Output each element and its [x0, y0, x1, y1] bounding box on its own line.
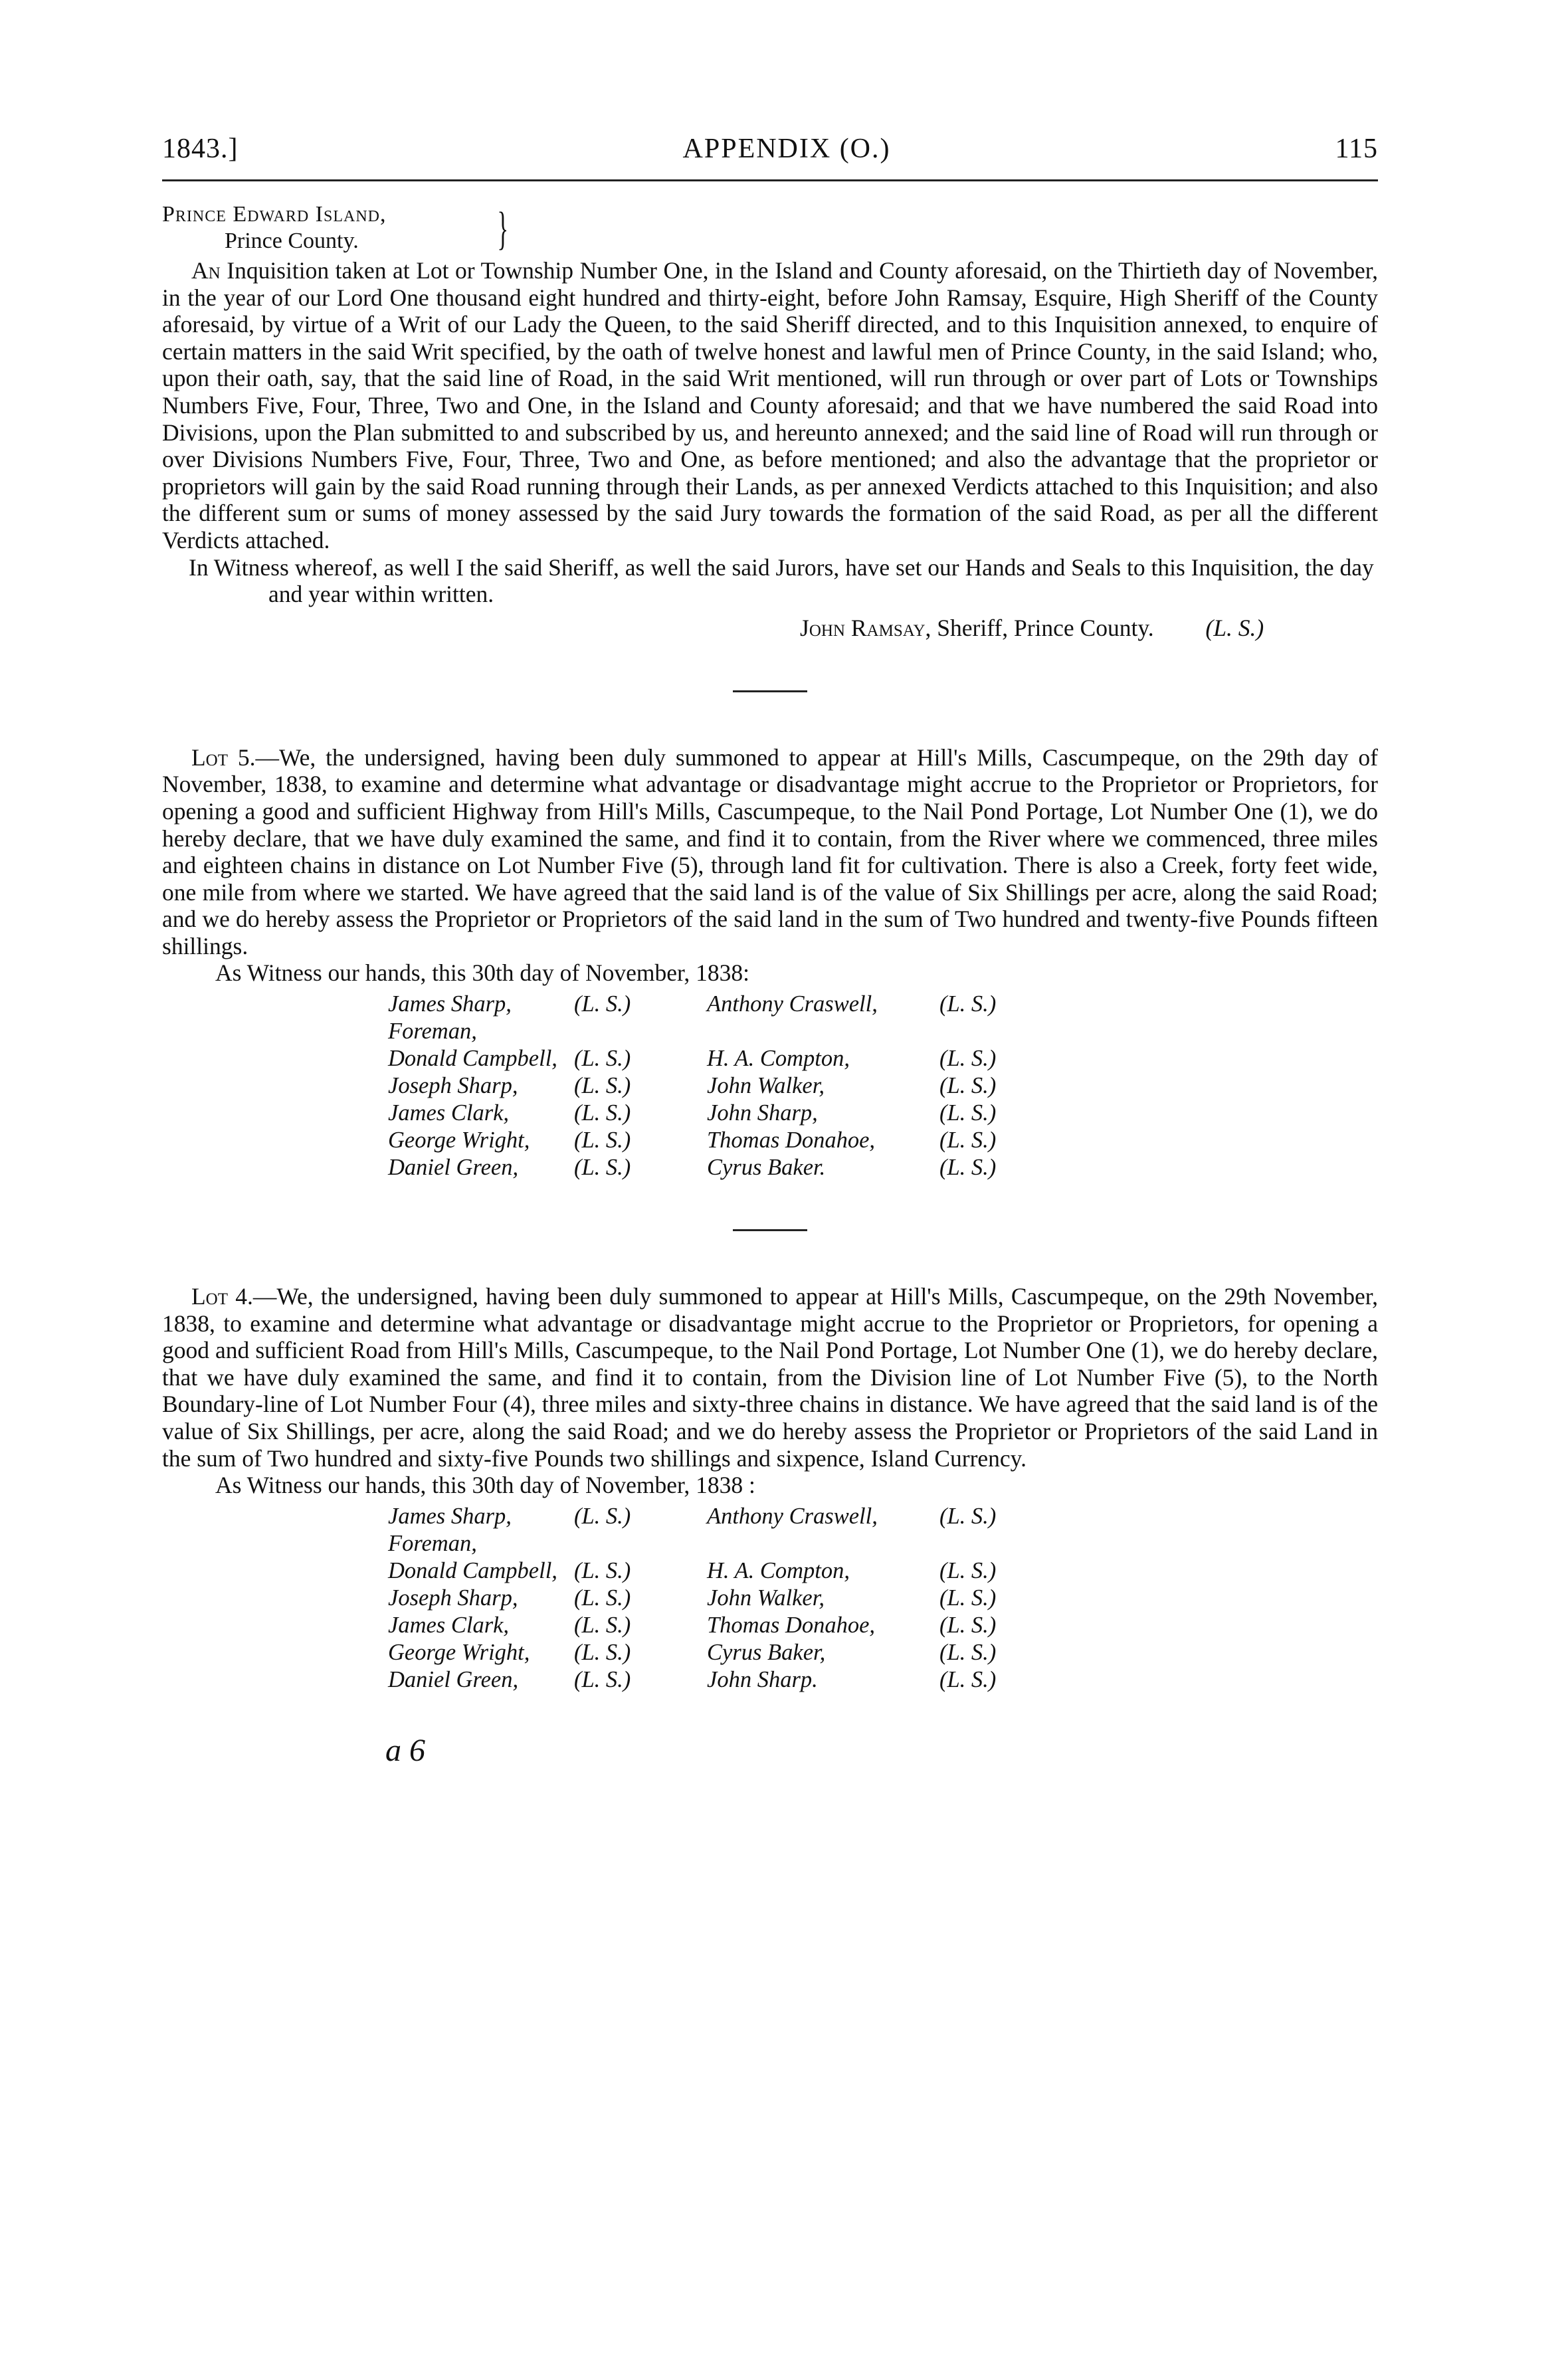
sheriff-name: John Ramsay	[800, 614, 926, 641]
brace-icon: }	[497, 203, 509, 254]
juror-seal: (L. S.)	[939, 1557, 997, 1583]
juror-seal: (L. S.)	[574, 1128, 631, 1153]
lot5-jurors	[388, 991, 1378, 1181]
juror-name: Anthony Craswell,	[707, 991, 878, 1017]
header-title: APPENDIX (O.)	[682, 134, 891, 164]
inquisition-text: Inquisition taken at Lot or Township Number One, in the Island and County aforesaid, on the Thirtieth day of November, in the year of our Lord One thousand eight hundred and thirty-eight, before John Ramsay, Esquire, High Sheriff of the County aforesaid, by virtue of a Writ of our Lady the Queen, to the said Sheriff directed, and to this Inquisition annexed, to enquire of certain matters in the said Writ specified, by the oath of twelve honest and lawful men of Prince County, in the said Island; who, upon their oath, say, that the said line of Road, in the said Writ mentioned, will run through or over part of Lots or Townships Numbers Five, Four, Three, Two and One, in the Island and County aforesaid; and that we have numbered the said Road into Divisions, upon the Plan submitted to and subscribed by us, and hereunto annexed; and the said line of Road will run through or over Divisions Numbers Five, Four, Three, Two and One, as before mentioned; and also the advantage that the proprietor or proprietors will gain by the said Road running through their Lands, as per annexed Verdicts attached to this Inquisition; and also the different sum or sums of money assessed by the said Jury towards the formation of the said Road, as per all the different Verdicts attached.	[162, 257, 1379, 553]
juror-seal: (L. S.)	[574, 1666, 631, 1692]
juror-name: James Sharp, Foreman,	[388, 991, 512, 1044]
juror-seal: (L. S.)	[939, 1100, 997, 1126]
document-page	[162, 133, 1378, 1769]
juror-seal: (L. S.)	[574, 1046, 631, 1072]
venue-caption	[162, 201, 1378, 257]
lot4-witness: As Witness our hands, this 30th day of November, 1838 :	[215, 1472, 755, 1499]
juror-seal: (L. S.)	[939, 1128, 997, 1153]
section-divider	[733, 1229, 807, 1231]
juror-name: H. A. Compton,	[707, 1046, 850, 1072]
juror-seal: (L. S.)	[939, 1639, 997, 1665]
juror-seal: (L. S.)	[939, 1155, 997, 1181]
juror-seal: (L. S.)	[574, 1100, 631, 1126]
juror-name: James Sharp, Foreman,	[388, 1503, 512, 1556]
lot5-paragraph	[162, 744, 1378, 960]
juror-name: Daniel Green,	[388, 1666, 519, 1692]
header-page-number: 115	[1335, 134, 1378, 164]
juror-name: George Wright,	[388, 1128, 530, 1153]
venue-line-2: Prince County.	[225, 229, 359, 253]
juror-name: Joseph Sharp,	[388, 1585, 518, 1611]
inquisition-lead: An	[191, 257, 221, 284]
running-head	[162, 133, 1378, 181]
juror-name: Thomas Donahoe,	[707, 1612, 876, 1638]
juror-seal: (L. S.)	[574, 1639, 631, 1665]
lot5-text: —We, the undersigned, having been duly summoned to appear at Hill's Mills, Cascumpeque, on the 29th day of November, 1838, to examine and determine what advantage or disadvantage might accrue to the Proprietor or Proprietors, for opening a good and sufficient Highway from Hill's Mills, Cascumpeque, to the Nail Pond Portage, Lot Number One (1), we do hereby declare, that we have duly examined the same, and find it to contain, from the River where we commenced, three miles and eighteen chains in distance on Lot Number Five (5), through land fit for cultivation. There is also a Creek, forty feet wide, one mile from where we started. We have agreed that the said land is of the value of Six Shillings per acre, along the said Road; and we do hereby assess the Proprietor or Proprietors of the said land in the sum of Two hundred and twenty-five Pounds fifteen shillings.	[162, 743, 1378, 959]
juror-name: Thomas Donahoe,	[707, 1128, 876, 1153]
inquisition-paragraph	[162, 257, 1378, 554]
lot4-lead: Lot 4.	[191, 1283, 253, 1310]
juror-seal: (L. S.)	[574, 1503, 631, 1529]
juror-name: Cyrus Baker.	[707, 1155, 826, 1181]
juror-name: Anthony Craswell,	[707, 1503, 878, 1529]
juror-seal: (L. S.)	[574, 1557, 631, 1583]
juror-name: John Sharp,	[707, 1100, 818, 1126]
juror-name: James Clark,	[388, 1612, 510, 1638]
juror-seal: (L. S.)	[939, 1666, 997, 1692]
lot4-text: —We, the undersigned, having been duly summoned to appear at Hill's Mills, Cascumpeque, on the 29th November, 1838, to examine and determine what advantage or disadvantage might accrue to the Proprietor or Proprietors, for opening a good and sufficient Road from Hill's Mills, Cascumpeque, to the Nail Pond Portage, Lot Number One (1), we do hereby declare, that we have duly examined the same, and find it to contain, from the Division line of Lot Number Five (5), to the North Boundary-line of Lot Number Four (4), three miles and sixty-three chains in distance. We have agreed that the said land is of the value of Six Shillings, per acre, along the said Road; and we do hereby assess the Proprietor or Proprietors of the said Land in the sum of Two hundred and sixty-five Pounds two shillings and sixpence, Island Currency.	[162, 1283, 1379, 1472]
juror-seal: (L. S.)	[939, 1073, 997, 1099]
lot5-witness: As Witness our hands, this 30th day of November, 1838:	[215, 959, 750, 987]
juror-name: John Walker,	[707, 1585, 825, 1611]
header-year: 1843.]	[162, 134, 239, 164]
sheriff-seal: (L. S.)	[1205, 614, 1264, 641]
juror-seal: (L. S.)	[939, 1046, 997, 1072]
sheriff-signature	[162, 613, 1378, 642]
section-divider	[733, 690, 807, 692]
juror-name: H. A. Compton,	[707, 1557, 850, 1583]
juror-seal: (L. S.)	[939, 991, 997, 1017]
juror-name: Donald Campbell,	[388, 1046, 557, 1072]
juror-name: Daniel Green,	[388, 1155, 519, 1181]
lot4-paragraph	[162, 1283, 1378, 1472]
juror-name: Cyrus Baker,	[707, 1639, 826, 1665]
lot5-lead: Lot 5.	[191, 743, 256, 771]
juror-seal: (L. S.)	[939, 1612, 997, 1638]
signature-mark: a 6	[385, 1732, 425, 1768]
lot4-jurors	[388, 1503, 1378, 1694]
juror-name: James Clark,	[388, 1100, 510, 1126]
juror-name: Donald Campbell,	[388, 1557, 557, 1583]
juror-seal: (L. S.)	[574, 1155, 631, 1181]
sheriff-title: , Sheriff, Prince County.	[925, 614, 1154, 641]
juror-seal: (L. S.)	[939, 1585, 997, 1611]
juror-name: Joseph Sharp,	[388, 1073, 518, 1099]
juror-seal: (L. S.)	[574, 1073, 631, 1099]
juror-name: John Sharp.	[707, 1666, 818, 1692]
inquisition-witness: In Witness whereof, as well I the said Sheriff, as well the said Jurors, have set our Hands and Seals to this Inquisition, the day and year within written.	[189, 553, 1374, 608]
juror-name: George Wright,	[388, 1639, 530, 1665]
juror-seal: (L. S.)	[574, 1612, 631, 1638]
juror-seal: (L. S.)	[574, 1585, 631, 1611]
juror-seal: (L. S.)	[574, 991, 631, 1017]
venue-line-1: Prince Edward Island,	[162, 202, 387, 227]
juror-name: John Walker,	[707, 1073, 825, 1099]
juror-seal: (L. S.)	[939, 1503, 997, 1529]
